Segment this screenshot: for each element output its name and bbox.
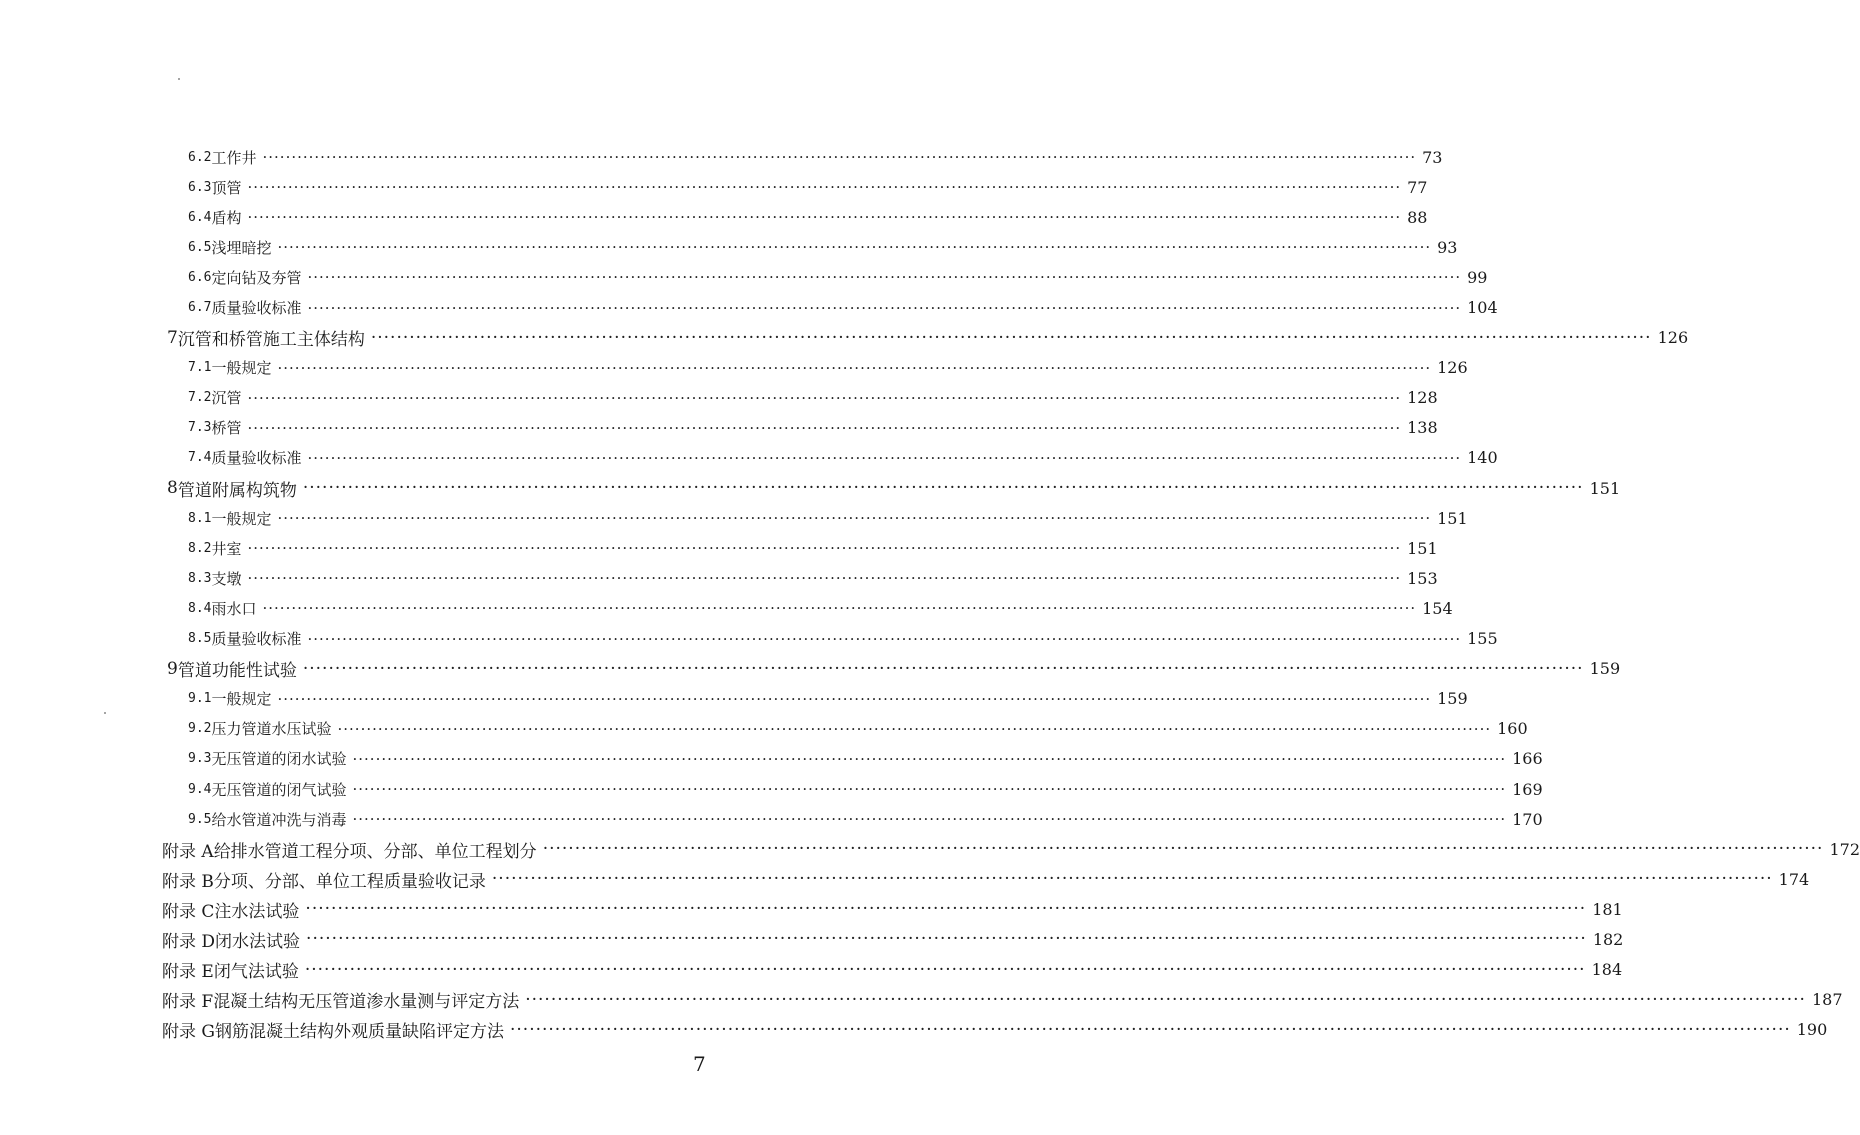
toc-leader-dots: ········································································································································································································ bbox=[247, 569, 1402, 588]
scan-speck bbox=[178, 78, 180, 80]
toc-entry-number: 8.4 bbox=[188, 600, 212, 616]
toc-entry-page: 126 bbox=[1657, 328, 1689, 348]
toc-entry-number: 7.2 bbox=[188, 390, 212, 406]
toc-entry-number: 6.4 bbox=[188, 209, 212, 225]
toc-leader-dots: ········································································································································································································ bbox=[247, 178, 1402, 197]
toc-entry-title: 混凝土结构无压管道渗水量测与评定方法 bbox=[213, 992, 520, 1013]
toc-entry-number: 9 bbox=[167, 658, 178, 679]
toc-leader-dots: ········································································································································································································ bbox=[277, 238, 1432, 257]
toc-leader-dots: ········································································································································································································ bbox=[525, 989, 1806, 1010]
toc-entry-number: 7.4 bbox=[188, 450, 212, 466]
toc-entry-number: 8.3 bbox=[188, 570, 212, 586]
toc-leader-dots: ········································································································································································································ bbox=[277, 509, 1432, 528]
toc-entry-title: 无压管道的闭水试验 bbox=[211, 750, 347, 769]
toc-leader-dots: ········································································································································································································ bbox=[277, 358, 1432, 377]
toc-entry-number: 6.7 bbox=[188, 300, 212, 316]
toc-entry-page: 181 bbox=[1592, 899, 1623, 919]
toc-leader-dots: ········································································································································································································ bbox=[352, 810, 1507, 829]
toc-leader-dots: ········································································································································································································ bbox=[337, 719, 1492, 738]
toc-entry-title: 浅埋暗挖 bbox=[211, 238, 272, 257]
toc-entry-title: 无压管道的闭气试验 bbox=[211, 780, 347, 799]
toc-entry-title: 质量验收标准 bbox=[211, 299, 302, 318]
toc-entry-number: 8.1 bbox=[188, 510, 212, 526]
toc-entry-title: 给排水管道工程分项、分部、单位工程划分 bbox=[213, 841, 537, 862]
toc-entry-title: 闭水法试验 bbox=[215, 931, 301, 952]
toc-leader-dots: ········································································································································································································ bbox=[304, 959, 1586, 980]
toc-leader-dots: ········································································································································································································ bbox=[305, 899, 1587, 920]
toc-entry-number: 附录 C bbox=[162, 901, 215, 922]
toc-entry[interactable] bbox=[0, 714, 1528, 744]
toc-entry-title: 钢筋混凝土结构外观质量缺陷评定方法 bbox=[214, 1022, 504, 1043]
toc-entry[interactable] bbox=[0, 894, 1623, 924]
toc-entry-page: 169 bbox=[1512, 779, 1543, 799]
toc-entry[interactable] bbox=[0, 172, 1428, 202]
toc-entry-number: 9.4 bbox=[188, 781, 212, 797]
toc-entry-page: 170 bbox=[1512, 809, 1543, 829]
toc-entry-title: 一般规定 bbox=[211, 359, 272, 378]
toc-leader-dots: ········································································································································································································ bbox=[491, 869, 1773, 890]
toc-entry-page: 155 bbox=[1467, 629, 1498, 649]
toc-entry-title: 桥管 bbox=[211, 419, 242, 438]
toc-entry-page: 154 bbox=[1422, 598, 1453, 618]
toc-entry[interactable] bbox=[0, 443, 1498, 473]
toc-entry-number: 8.5 bbox=[188, 631, 212, 647]
toc-leader-dots: ········································································································································································································ bbox=[307, 298, 1462, 317]
toc-entry-number: 6.3 bbox=[188, 179, 212, 195]
toc-entry-title: 管道功能性试验 bbox=[177, 661, 297, 682]
toc-entry[interactable] bbox=[0, 864, 1810, 894]
toc-entry-number: 7.1 bbox=[188, 360, 212, 376]
toc-leader-dots: ········································································································································································································ bbox=[307, 448, 1462, 467]
toc-entry-number: 7.3 bbox=[188, 420, 212, 436]
toc-entry-title: 定向钻及夯管 bbox=[211, 268, 302, 287]
toc-entry-page: 73 bbox=[1422, 147, 1443, 167]
toc-entry[interactable] bbox=[0, 654, 1621, 684]
toc-entry-number: 9.3 bbox=[188, 751, 212, 767]
toc-entry-page: 140 bbox=[1467, 448, 1498, 468]
toc-leader-dots: ········································································································································································································ bbox=[302, 478, 1584, 499]
toc-entry-page: 182 bbox=[1592, 929, 1624, 949]
toc-entry-number: 9.2 bbox=[188, 721, 212, 737]
toc-entry[interactable] bbox=[0, 503, 1468, 533]
scan-speck bbox=[104, 712, 106, 714]
toc-entry-page: 160 bbox=[1497, 719, 1528, 739]
toc-entry-number: 6.2 bbox=[188, 149, 212, 165]
toc-entry-page: 159 bbox=[1589, 659, 1621, 679]
toc-entry-title: 支墩 bbox=[211, 569, 242, 588]
toc-entry[interactable] bbox=[0, 955, 1623, 985]
toc-entry[interactable] bbox=[0, 774, 1543, 804]
toc-entry-title: 压力管道水压试验 bbox=[211, 720, 332, 739]
toc-leader-dots: ········································································································································································································ bbox=[277, 689, 1432, 708]
toc-entry-number: 6.5 bbox=[188, 239, 212, 255]
toc-entry-title: 一般规定 bbox=[211, 509, 272, 528]
toc-entry[interactable] bbox=[0, 383, 1438, 413]
toc-entry-page: 151 bbox=[1589, 478, 1621, 498]
toc-entry[interactable] bbox=[0, 924, 1624, 954]
toc-entry[interactable] bbox=[0, 1015, 1828, 1045]
toc-entry-number: 9.1 bbox=[188, 691, 212, 707]
toc-entry-title: 给水管道冲洗与消毒 bbox=[211, 810, 347, 829]
toc-entry[interactable] bbox=[0, 353, 1468, 383]
toc-entry[interactable] bbox=[0, 262, 1488, 292]
toc-entry-page: 151 bbox=[1407, 538, 1438, 558]
toc-leader-dots: ········································································································································································································ bbox=[306, 929, 1587, 950]
toc-entry-number: 附录 B bbox=[162, 871, 214, 892]
toc-entry-page: 159 bbox=[1437, 689, 1468, 709]
toc-entry-page: 172 bbox=[1829, 839, 1860, 859]
toc-entry-title: 沉管 bbox=[211, 389, 242, 408]
toc-entry-page: 187 bbox=[1811, 990, 1843, 1010]
toc-entry-number: 6.6 bbox=[188, 269, 212, 285]
toc-entry-page: 126 bbox=[1437, 358, 1468, 378]
toc-entry-title: 注水法试验 bbox=[214, 901, 300, 922]
toc-leader-dots: ········································································································································································································ bbox=[262, 599, 1417, 618]
toc-entry-title: 分项、分部、单位工程质量验收记录 bbox=[213, 871, 486, 892]
toc-entry-page: 99 bbox=[1467, 267, 1488, 287]
toc-entry-title: 闭气法试验 bbox=[213, 962, 299, 983]
toc-entry-page: 166 bbox=[1512, 749, 1543, 769]
toc-entry-number: 9.5 bbox=[188, 811, 212, 827]
toc-leader-dots: ········································································································································································································ bbox=[352, 780, 1507, 799]
toc-entry-title: 工作井 bbox=[211, 148, 257, 167]
toc-entry[interactable] bbox=[0, 744, 1543, 774]
toc-entry-title: 质量验收标准 bbox=[211, 449, 302, 468]
toc-entry[interactable] bbox=[0, 142, 1443, 172]
toc-entry-number: 附录 G bbox=[162, 1022, 215, 1043]
toc-entry[interactable] bbox=[0, 473, 1621, 503]
toc-entry-title: 盾构 bbox=[211, 208, 242, 227]
toc-entry-title: 一般规定 bbox=[211, 690, 272, 709]
toc-entry[interactable] bbox=[0, 804, 1543, 834]
toc-entry[interactable] bbox=[0, 834, 1860, 864]
toc-entry-number: 8 bbox=[167, 478, 178, 499]
toc-entry[interactable] bbox=[0, 624, 1498, 654]
toc-entry-page: 174 bbox=[1778, 869, 1810, 889]
toc-entry[interactable] bbox=[0, 985, 1843, 1015]
toc-entry-page: 190 bbox=[1796, 1020, 1828, 1040]
toc-entry-number: 附录 A bbox=[162, 841, 214, 862]
toc-entry[interactable] bbox=[0, 202, 1428, 232]
toc-entry-title: 井室 bbox=[211, 539, 242, 558]
toc-entry[interactable] bbox=[0, 563, 1438, 593]
toc-entry-title: 沉管和桥管施工主体结构 bbox=[177, 330, 365, 351]
toc-entry-title: 管道附属构筑物 bbox=[177, 480, 297, 501]
toc-leader-dots: ········································································································································································································ bbox=[247, 388, 1402, 407]
toc-leader-dots: ········································································································································································································ bbox=[262, 148, 1417, 167]
toc-entry-page: 153 bbox=[1407, 568, 1438, 588]
toc-leader-dots: ········································································································································································································ bbox=[247, 208, 1402, 227]
toc-leader-dots: ········································································································································································································ bbox=[247, 539, 1402, 558]
toc-entry-page: 77 bbox=[1407, 177, 1428, 197]
toc-entry[interactable] bbox=[0, 684, 1468, 714]
toc-entry-page: 88 bbox=[1407, 207, 1428, 227]
toc-leader-dots: ········································································································································································································ bbox=[370, 327, 1652, 348]
toc-entry-page: 104 bbox=[1467, 298, 1498, 318]
toc-leader-dots: ········································································································································································································ bbox=[307, 629, 1462, 648]
toc-entry-page: 128 bbox=[1407, 388, 1438, 408]
toc-entry-page: 93 bbox=[1437, 237, 1458, 257]
toc-entry-number: 8.2 bbox=[188, 540, 212, 556]
toc-entry-number: 附录 D bbox=[162, 931, 216, 952]
toc-entry-number: 附录 E bbox=[162, 962, 214, 983]
page-number: 7 bbox=[693, 1052, 706, 1076]
toc-entry[interactable] bbox=[0, 533, 1438, 563]
toc-entry-number: 7 bbox=[167, 327, 178, 348]
toc-entry-page: 151 bbox=[1437, 508, 1468, 528]
toc-leader-dots: ········································································································································································································ bbox=[302, 658, 1584, 679]
toc-entry[interactable] bbox=[0, 413, 1438, 443]
toc-entry-title: 顶管 bbox=[211, 178, 242, 197]
toc-entry[interactable] bbox=[0, 593, 1453, 623]
toc-leader-dots: ········································································································································································································ bbox=[509, 1019, 1791, 1040]
toc-entry[interactable] bbox=[0, 323, 1689, 353]
toc-entry-page: 184 bbox=[1591, 960, 1623, 980]
toc-entry-title: 质量验收标准 bbox=[211, 630, 302, 649]
toc-leader-dots: ········································································································································································································ bbox=[352, 749, 1507, 768]
toc-leader-dots: ········································································································································································································ bbox=[542, 839, 1824, 860]
toc-entry[interactable] bbox=[0, 292, 1498, 322]
table-of-contents bbox=[0, 142, 1860, 1045]
toc-entry[interactable] bbox=[0, 232, 1458, 262]
toc-entry-number: 附录 F bbox=[162, 992, 214, 1013]
toc-leader-dots: ········································································································································································································ bbox=[247, 418, 1402, 437]
toc-entry-title: 雨水口 bbox=[211, 599, 257, 618]
toc-leader-dots: ········································································································································································································ bbox=[307, 268, 1462, 287]
toc-entry-page: 138 bbox=[1407, 418, 1438, 438]
